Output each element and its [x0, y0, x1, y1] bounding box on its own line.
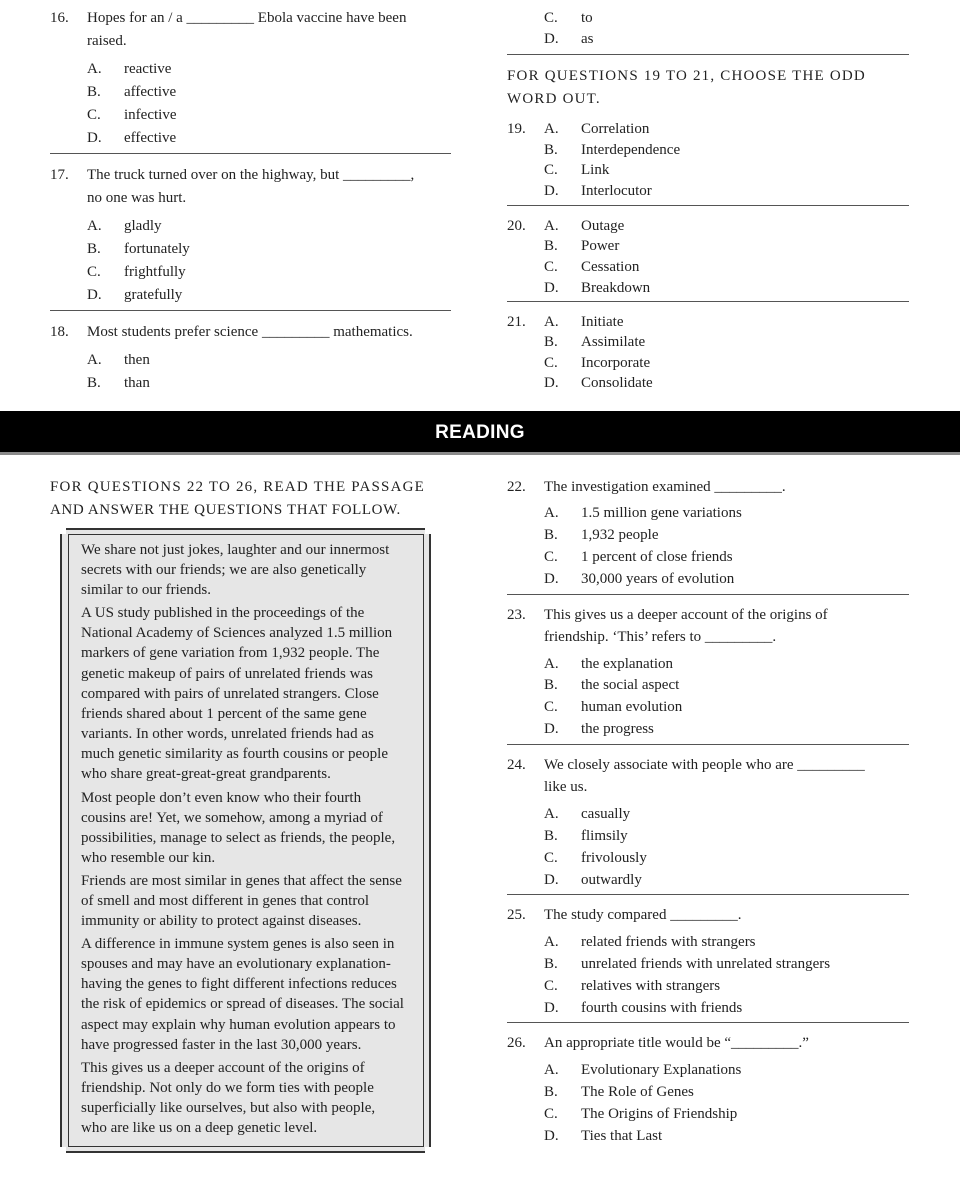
option-letter: C. — [87, 264, 101, 280]
option-letter: D. — [544, 31, 559, 47]
option-letter: A. — [87, 218, 102, 234]
option-text: to — [581, 10, 593, 26]
option-letter: A. — [544, 218, 559, 234]
option-text: The Role of Genes — [581, 1084, 694, 1100]
option-text: reactive — [124, 61, 172, 77]
passage-line: of smell and most different in genes that control — [81, 893, 369, 909]
option-text: Evolutionary Explanations — [581, 1062, 742, 1078]
passage-line: possibilities, manage to select as friends, the people, — [81, 830, 396, 846]
passage-line: similar to our friends. — [81, 582, 211, 598]
option-text: 1.5 million gene variations — [581, 505, 742, 521]
question-21-number: 21. — [507, 314, 526, 330]
option-letter: A. — [544, 806, 559, 822]
reading-instruction: AND ANSWER THE QUESTIONS THAT FOLLOW. — [50, 502, 401, 518]
option-text: Initiate — [581, 314, 624, 330]
option-letter: D. — [87, 287, 102, 303]
option-letter: D. — [544, 280, 559, 296]
passage-line: cousins are! Yet, we somehow, among a myriad of — [81, 810, 383, 826]
option-text: the progress — [581, 721, 654, 737]
question-16-stem: Hopes for an / a _________ Ebola vaccine have been — [87, 10, 407, 26]
option-text: 1,932 people — [581, 527, 659, 543]
option-letter: B. — [544, 527, 558, 543]
divider — [507, 744, 909, 745]
option-text: than — [124, 375, 150, 391]
passage-line: who share great-great-great grandparents. — [81, 766, 331, 782]
question-18-number: 18. — [50, 324, 69, 340]
option-letter: C. — [544, 850, 558, 866]
question-20-number: 20. — [507, 218, 526, 234]
option-text: casually — [581, 806, 631, 822]
option-letter: B. — [87, 241, 101, 257]
option-text: unrelated friends with unrelated strangers — [581, 956, 831, 972]
option-text: gratefully — [124, 287, 183, 303]
option-text: effective — [124, 130, 177, 146]
question-18-stem: Most students prefer science _________ mathematics. — [87, 324, 413, 340]
option-text: human evolution — [581, 699, 683, 715]
passage-line: markers of gene variation from 1,932 people. The — [81, 645, 380, 661]
passage-line: spouses and may have an evolutionary explanation- — [81, 956, 391, 972]
option-letter: B. — [544, 956, 558, 972]
option-letter: B. — [544, 238, 558, 254]
option-letter: D. — [544, 1128, 559, 1144]
option-letter: B. — [87, 84, 101, 100]
option-text: flimsily — [581, 828, 628, 844]
divider — [507, 894, 909, 895]
option-text: relatives with strangers — [581, 978, 721, 994]
question-17-stem: The truck turned over on the highway, but _________, — [87, 167, 415, 183]
option-letter: D. — [544, 375, 559, 391]
question-23-stem: friendship. ‘This’ refers to _________. — [544, 629, 777, 645]
option-letter: C. — [544, 978, 558, 994]
option-text: frivolously — [581, 850, 647, 866]
option-text: Outage — [581, 218, 625, 234]
option-text: The Origins of Friendship — [581, 1106, 738, 1122]
option-text: 1 percent of close friends — [581, 549, 733, 565]
option-text: fourth cousins with friends — [581, 1000, 743, 1016]
option-letter: A. — [544, 656, 559, 672]
option-letter: C. — [544, 549, 558, 565]
question-25-number: 25. — [507, 907, 526, 923]
section-banner — [0, 411, 960, 455]
option-text: outwardly — [581, 872, 642, 888]
passage-line: National Academy of Sciences analyzed 1.5 million — [81, 625, 393, 641]
odd-word-instruction: WORD OUT. — [507, 91, 601, 107]
passage-line: have progressed faster in the last 30,000 years. — [81, 1037, 362, 1053]
reading-instruction: FOR QUESTIONS 22 TO 26, READ THE PASSAGE — [50, 479, 425, 495]
option-text: 30,000 years of evolution — [581, 571, 735, 587]
option-text: Consolidate — [581, 375, 653, 391]
option-letter: D. — [544, 183, 559, 199]
option-letter: C. — [544, 1106, 558, 1122]
option-text: the social aspect — [581, 677, 680, 693]
option-letter: B. — [544, 142, 558, 158]
question-24-stem: like us. — [544, 779, 588, 795]
option-letter: B. — [544, 334, 558, 350]
option-text: frightfully — [124, 264, 186, 280]
option-letter: B. — [544, 1084, 558, 1100]
option-text: Cessation — [581, 259, 640, 275]
option-text: Incorporate — [581, 355, 651, 371]
passage-line: aspect may explain why human evolution appears to — [81, 1017, 396, 1033]
passage-line: This gives us a deeper account of the origins of — [81, 1060, 365, 1076]
option-letter: A. — [544, 1062, 559, 1078]
passage-line: immunity or ability to protect against diseases. — [81, 913, 362, 929]
option-letter: A. — [87, 61, 102, 77]
passage-line: compared with pairs of unrelated strangers. Close — [81, 686, 379, 702]
divider — [507, 1022, 909, 1023]
option-letter: B. — [544, 677, 558, 693]
section-title: READING — [435, 422, 525, 443]
question-23-stem: This gives us a deeper account of the origins of — [544, 607, 828, 623]
question-19-number: 19. — [507, 121, 526, 137]
divider — [50, 153, 451, 154]
passage-line: superficially like ourselves, but also with people, — [81, 1100, 376, 1116]
question-16-stem: raised. — [87, 33, 127, 49]
option-text: as — [581, 31, 594, 47]
option-text: Ties that Last — [581, 1128, 663, 1144]
option-text: Link — [581, 162, 610, 178]
option-text: Correlation — [581, 121, 650, 137]
option-letter: D. — [544, 571, 559, 587]
option-letter: C. — [544, 162, 558, 178]
divider — [507, 205, 909, 206]
option-text: Breakdown — [581, 280, 651, 296]
option-letter: C. — [544, 699, 558, 715]
passage-line: secrets with our friends; we are also genetically — [81, 562, 367, 578]
passage-line: variants. In other words, unrelated friends had as — [81, 726, 374, 742]
passage-line: friendship. Not only do we form ties with people — [81, 1080, 374, 1096]
passage-line: friends shared about 1 percent of the same gene — [81, 706, 367, 722]
divider — [50, 310, 451, 311]
option-text: Power — [581, 238, 620, 254]
question-17-stem: no one was hurt. — [87, 190, 187, 206]
question-24-number: 24. — [507, 757, 526, 773]
option-text: then — [124, 352, 150, 368]
passage-line: having the genes to fight different infections reduces — [81, 976, 397, 992]
passage-line: Friends are most similar in genes that affect the sense — [81, 873, 402, 889]
divider — [507, 54, 909, 55]
passage-line: genetic makeup of pairs of unrelated friends was — [81, 666, 373, 682]
option-letter: B. — [544, 828, 558, 844]
divider — [507, 301, 909, 302]
passage-line: the risk of epidemics or spread of diseases. The social — [81, 996, 404, 1012]
option-letter: C. — [544, 10, 558, 26]
option-letter: D. — [544, 872, 559, 888]
option-letter: C. — [544, 259, 558, 275]
option-text: Interlocutor — [581, 183, 652, 199]
option-letter: D. — [544, 1000, 559, 1016]
passage-line: We share not just jokes, laughter and our innermost — [81, 542, 390, 558]
option-text: infective — [124, 107, 177, 123]
question-26-stem: An appropriate title would be “_________.” — [544, 1035, 809, 1051]
passage-line: much genetic similarity as fourth cousins or people — [81, 746, 389, 762]
question-17-number: 17. — [50, 167, 69, 183]
option-text: affective — [124, 84, 177, 100]
option-letter: B. — [87, 375, 101, 391]
passage-line: A US study published in the proceedings of the — [81, 605, 365, 621]
odd-word-instruction: FOR QUESTIONS 19 TO 21, CHOOSE THE ODD — [507, 68, 866, 84]
option-text: the explanation — [581, 656, 674, 672]
option-text: gladly — [124, 218, 162, 234]
option-letter: A. — [544, 505, 559, 521]
passage-line: who are like us on a deep genetic level. — [81, 1120, 318, 1136]
option-letter: D. — [544, 721, 559, 737]
option-text: fortunately — [124, 241, 190, 257]
question-22-number: 22. — [507, 479, 526, 495]
option-letter: A. — [87, 352, 102, 368]
question-23-number: 23. — [507, 607, 526, 623]
option-letter: A. — [544, 934, 559, 950]
question-25-stem: The study compared _________. — [544, 907, 742, 923]
option-letter: A. — [544, 314, 559, 330]
passage-line: Most people don’t even know who their fourth — [81, 790, 362, 806]
option-letter: C. — [87, 107, 101, 123]
option-text: related friends with strangers — [581, 934, 756, 950]
option-text: Assimilate — [581, 334, 646, 350]
question-26-number: 26. — [507, 1035, 526, 1051]
question-24-stem: We closely associate with people who are _________ — [544, 757, 865, 773]
divider — [507, 594, 909, 595]
passage-line: A difference in immune system genes is also seen in — [81, 936, 395, 952]
option-letter: D. — [87, 130, 102, 146]
option-text: Interdependence — [581, 142, 681, 158]
question-22-stem: The investigation examined _________. — [544, 479, 786, 495]
question-16-number: 16. — [50, 10, 69, 26]
option-letter: A. — [544, 121, 559, 137]
passage-line: who resemble our kin. — [81, 850, 216, 866]
option-letter: C. — [544, 355, 558, 371]
